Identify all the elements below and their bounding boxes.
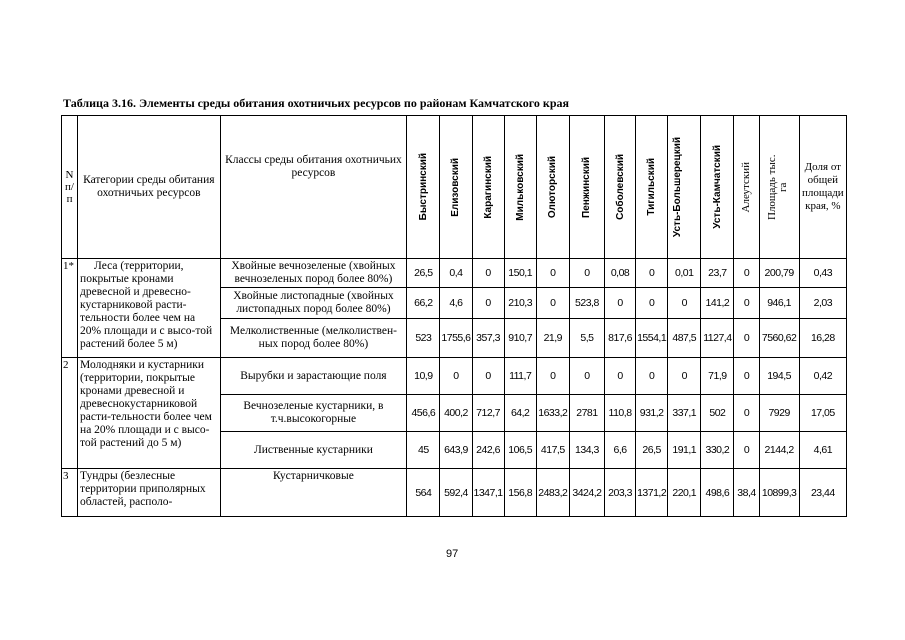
district-value: 5,5 [569,319,604,358]
header-row [62,116,847,259]
district-value: 0 [569,358,604,395]
district-value: 141,2 [701,288,734,319]
district-value: 1755,6 [440,319,472,358]
district-value: 191,1 [668,432,701,469]
district-value: 337,1 [668,395,701,432]
district-value: 523 [407,319,440,358]
header-category: Категории среды обитания охотничьих ресурсов [78,116,221,259]
district-value: 45 [407,432,440,469]
area-value: 7929 [759,395,799,432]
share-value: 0,43 [799,259,846,288]
district-value: 156,8 [504,469,536,517]
area-value: 10899,3 [759,469,799,517]
district-value: 106,5 [504,432,536,469]
district-value: 3424,2 [569,469,604,517]
share-value: 2,03 [799,288,846,319]
district-value: 0 [636,358,668,395]
district-value: 38,4 [734,469,759,517]
district-value: 1127,4 [701,319,734,358]
header-area: Площадь тыс. га [766,154,790,220]
district-value: 220,1 [668,469,701,517]
header-share: Доля от общей площади края, % [799,116,846,259]
header-district: Алеутский [740,161,752,213]
habitat-class: Кустарничковые [220,469,407,517]
district-value: 0,08 [604,259,635,288]
header-classes: Классы среды обитания охотничьих ресурсов [220,116,407,259]
district-value: 0 [536,358,569,395]
row-number: 2 [62,358,78,469]
page-number: 97 [446,548,459,560]
habitat-class: Хвойные вечнозеленые (хвойных вечнозеленых пород более 80%) [220,259,407,288]
habitat-class: Вырубки и зарастающие поля [220,358,407,395]
district-value: 400,2 [440,395,472,432]
header-district: Карагинский [482,155,494,219]
header-district: Быстринский [417,153,429,221]
habitat-class: Хвойные листопадные (хвойных листопадных пород более 80%) [220,288,407,319]
district-value: 26,5 [407,259,440,288]
district-value: 0,4 [440,259,472,288]
district-value: 0 [668,358,701,395]
district-value: 0 [536,259,569,288]
district-value: 10,9 [407,358,440,395]
district-value: 150,1 [504,259,536,288]
district-value: 0 [734,288,759,319]
district-value: 0 [440,358,472,395]
area-value: 2144,2 [759,432,799,469]
district-value: 71,9 [701,358,734,395]
district-value: 4,6 [440,288,472,319]
habitat-category: Тундры (безлесные территории приполярных областей, располо- [78,469,221,517]
habitat-table [61,115,847,517]
habitat-class: Лиственные кустарники [220,432,407,469]
district-value: 523,8 [569,288,604,319]
header-district: Елизовский [450,157,462,217]
share-value: 16,28 [799,319,846,358]
district-value: 0 [472,288,504,319]
district-value: 111,7 [504,358,536,395]
header-district: Соболевский [614,154,626,220]
district-value: 64,2 [504,395,536,432]
row-number: 3 [62,469,78,517]
district-value: 643,9 [440,432,472,469]
district-value: 2781 [569,395,604,432]
area-value: 194,5 [759,358,799,395]
header-district: Тигильский [646,158,658,216]
area-value: 7560,62 [759,319,799,358]
district-value: 498,6 [701,469,734,517]
district-value: 931,2 [636,395,668,432]
district-value: 502 [701,395,734,432]
district-value: 0 [636,259,668,288]
district-value: 0 [472,358,504,395]
district-value: 0 [472,259,504,288]
district-value: 330,2 [701,432,734,469]
district-value: 0 [604,358,635,395]
district-value: 134,3 [569,432,604,469]
district-value: 1633,2 [536,395,569,432]
district-value: 23,7 [701,259,734,288]
table-row [62,469,847,517]
district-value: 0 [604,288,635,319]
area-value: 200,79 [759,259,799,288]
district-value: 203,3 [604,469,635,517]
share-value: 23,44 [799,469,846,517]
district-value: 0 [569,259,604,288]
table-row [62,259,847,288]
table-row [62,358,847,395]
district-value: 2483,2 [536,469,569,517]
district-value: 1371,2 [636,469,668,517]
district-value: 357,3 [472,319,504,358]
district-value: 26,5 [636,432,668,469]
share-value: 0,42 [799,358,846,395]
district-value: 0 [536,288,569,319]
share-value: 17,05 [799,395,846,432]
habitat-class: Вечнозеленые кустарники, в т.ч.высокогорные [220,395,407,432]
district-value: 0 [734,358,759,395]
habitat-class: Мелколиственные (мелколиствен-ных пород более 80%) [220,319,407,358]
habitat-category: Молодняки и кустарники (территории, покрытые кронами древесной и древеснокустарниковой расти-тельности более чем на 20% площади и с высо-той растений до 5 м) [78,358,221,469]
district-value: 1554,1 [636,319,668,358]
district-value: 6,6 [604,432,635,469]
district-value: 0 [734,395,759,432]
district-value: 110,8 [604,395,635,432]
district-value: 817,6 [604,319,635,358]
district-value: 456,6 [407,395,440,432]
district-value: 242,6 [472,432,504,469]
district-value: 0 [668,288,701,319]
district-value: 0,01 [668,259,701,288]
header-district: Усть-Большерецкий [672,136,684,238]
area-value: 946,1 [759,288,799,319]
district-value: 712,7 [472,395,504,432]
header-district: Усть-Камчатский [711,145,723,229]
district-value: 592,4 [440,469,472,517]
header-npp: N п/ п [62,116,78,259]
district-value: 0 [734,432,759,469]
district-value: 210,3 [504,288,536,319]
header-district: Олюторский [547,155,559,219]
share-value: 4,61 [799,432,846,469]
district-value: 21,9 [536,319,569,358]
district-value: 0 [636,288,668,319]
row-number: 1* [62,259,78,358]
header-district: Пенжинский [581,156,593,218]
district-value: 1347,1 [472,469,504,517]
habitat-category: Леса (территории, покрытые кронами древесной и древесно-кустарниковой расти-тельности более чем на 20% площади и с высо-той растений более 5 м) [78,259,221,358]
district-value: 564 [407,469,440,517]
table-caption: Таблица 3.16. Элементы среды обитания охотничьих ресурсов по районам Камчатского края [63,96,570,110]
district-value: 0 [734,319,759,358]
header-district: Мильковский [514,153,526,221]
district-value: 0 [734,259,759,288]
district-value: 66,2 [407,288,440,319]
district-value: 487,5 [668,319,701,358]
district-value: 910,7 [504,319,536,358]
district-value: 417,5 [536,432,569,469]
